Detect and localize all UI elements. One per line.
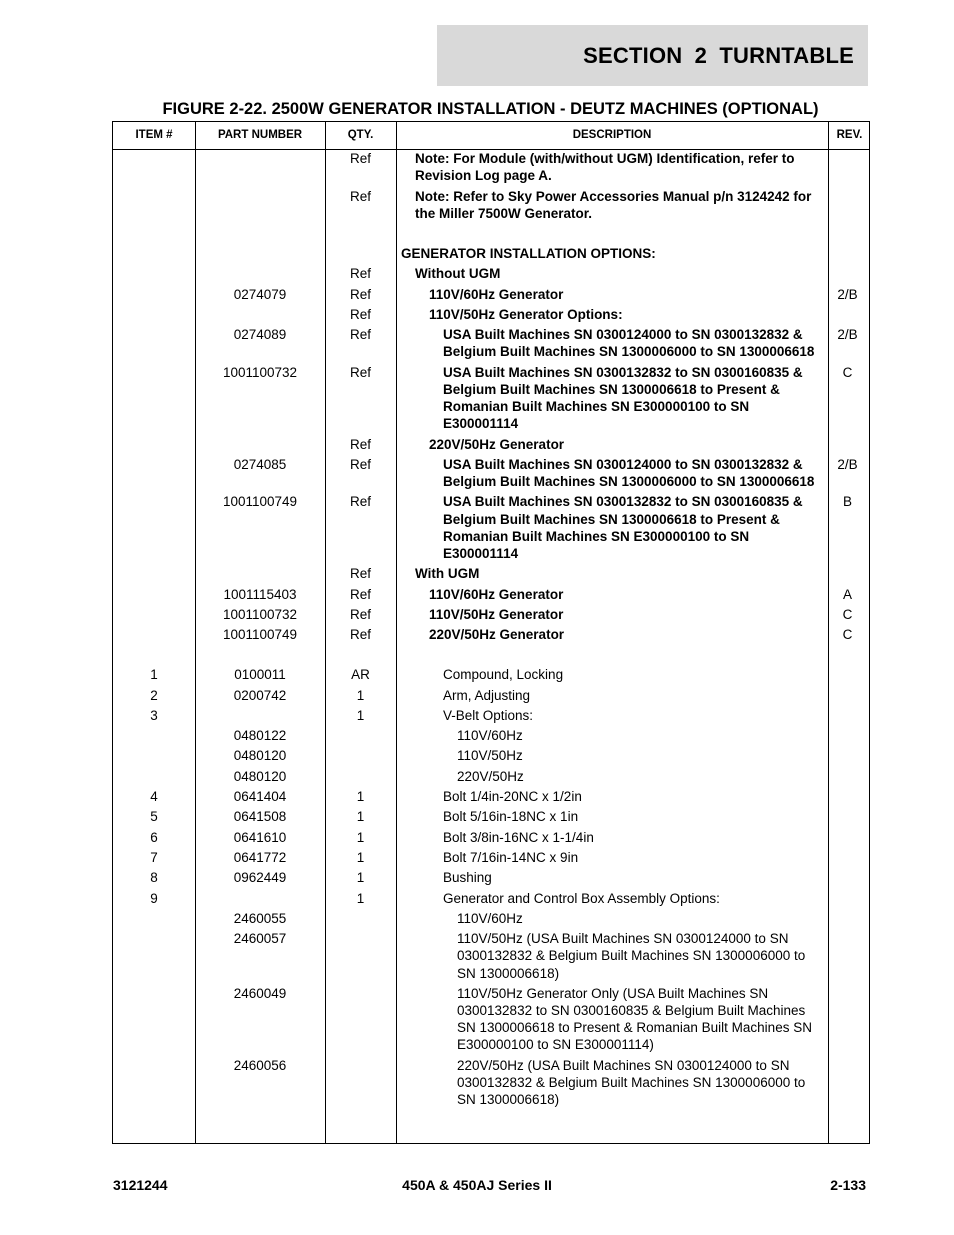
quantity-cell: Ref	[349, 188, 371, 204]
quantity-cell: Ref	[349, 494, 371, 510]
header-item: ITEM #	[135, 129, 173, 141]
description-cell: Bolt 3/8in-16NC x 1-1/4in	[443, 829, 594, 845]
description-cell: 110V/60Hz	[457, 910, 523, 926]
description-cell: 110V/50Hz Generator Options:	[429, 306, 623, 322]
description-cell: Without UGM	[415, 266, 501, 282]
parts-table	[112, 121, 870, 1144]
table-row	[113, 829, 869, 846]
part-number-cell: 2460057	[233, 931, 287, 947]
part-number-cell: 0641772	[233, 849, 287, 865]
item-number-cell: 1	[150, 667, 158, 683]
revision-cell: A	[842, 586, 852, 602]
part-number-cell: 0641610	[233, 829, 287, 845]
description-cell: 110V/50Hz Generator	[429, 606, 564, 622]
table-row	[113, 707, 869, 724]
part-number-cell: 0274079	[233, 286, 287, 302]
table-row	[113, 768, 869, 785]
table-row	[113, 326, 869, 360]
table-row	[113, 849, 869, 866]
revision-cell: C	[842, 364, 853, 380]
quantity-cell: 1	[356, 870, 365, 886]
table-row	[113, 188, 869, 222]
quantity-cell: Ref	[349, 364, 371, 380]
part-number-cell: 2460055	[233, 910, 287, 926]
table-row	[113, 286, 869, 303]
part-number-cell: 1001100749	[222, 494, 298, 510]
part-number-cell: 0480120	[233, 748, 287, 764]
description-cell: 110V/50Hz	[457, 748, 523, 764]
table-row	[113, 150, 869, 184]
description-cell: 220V/50Hz (USA Built Machines SN 0300124000 to SN 0300132832 & Belgium Built Machines SN 1300006000 to SN 1300006618)	[457, 1057, 806, 1108]
item-number-cell: 2	[150, 687, 158, 703]
quantity-cell: Ref	[349, 566, 371, 582]
description-cell: Arm, Adjusting	[443, 687, 531, 703]
description-cell: 110V/60Hz	[457, 728, 523, 744]
part-number-cell: 0641508	[233, 809, 287, 825]
table-row	[113, 666, 869, 683]
quantity-cell: Ref	[349, 306, 371, 322]
table-row	[113, 930, 869, 982]
description-cell: 110V/50Hz (USA Built Machines SN 0300124000 to SN 0300132832 & Belgium Built Machines SN 1300006000 to SN 1300006618)	[457, 931, 806, 981]
header-description: DESCRIPTION	[572, 129, 652, 141]
quantity-cell: Ref	[349, 151, 371, 166]
table-row	[113, 565, 869, 582]
description-cell: 110V/60Hz Generator	[429, 286, 564, 302]
table-body	[113, 149, 869, 1111]
item-number-cell: 6	[150, 829, 158, 845]
quantity-cell: 1	[356, 789, 365, 805]
revision-cell: 2/B	[837, 286, 858, 302]
table-row	[113, 436, 869, 453]
table-row	[113, 265, 869, 282]
quantity-cell: AR	[351, 667, 370, 683]
table-row	[113, 493, 869, 562]
item-number-cell: 5	[150, 809, 158, 825]
item-number-cell: 3	[150, 707, 158, 723]
item-number-cell: 9	[150, 890, 158, 906]
description-cell: USA Built Machines SN 0300124000 to SN 0300132832 & Belgium Built Machines SN 1300006000 to SN 1300006618	[443, 456, 815, 489]
table-row	[113, 910, 869, 927]
part-number-cell: 0480120	[233, 768, 287, 784]
item-number-cell: 4	[150, 789, 158, 805]
description-cell: Note: Refer to Sky Power Accessories Manual p/n 3124242 for the Miller 7500W Generator.	[415, 188, 812, 221]
table-row	[113, 456, 869, 490]
revision-cell: B	[842, 494, 852, 510]
part-number-cell: 0641404	[233, 789, 287, 805]
table-row	[113, 1057, 869, 1109]
quantity-cell: Ref	[349, 456, 371, 472]
part-number-cell: 0274085	[233, 456, 287, 472]
revision-cell: 2/B	[837, 327, 858, 343]
part-number-cell: 0100011	[234, 667, 286, 683]
part-number-cell: 2460056	[233, 1057, 287, 1073]
table-row	[113, 869, 869, 886]
description-cell: 110V/50Hz Generator Only (USA Built Machines SN 0300132832 to SN 0300160835 & Belgium Built Machines SN 1300006618 to Present & Romanian Built Machines SN E300000100 to SN E300001114)	[457, 985, 812, 1053]
table-row	[113, 586, 869, 603]
quantity-cell: 1	[356, 829, 365, 845]
item-number-cell: 8	[150, 870, 158, 886]
description-cell: V-Belt Options:	[443, 707, 534, 723]
table-row	[113, 626, 869, 643]
quantity-cell: Ref	[349, 286, 371, 302]
header-rev: REV.	[836, 129, 863, 141]
table-row	[113, 788, 869, 805]
revision-cell: 2/B	[837, 456, 858, 472]
description-cell: Bolt 7/16in-14NC x 9in	[443, 849, 579, 865]
description-cell: Bushing	[443, 870, 492, 886]
part-number-cell: 1001115403	[223, 586, 297, 602]
description-cell: USA Built Machines SN 0300124000 to SN 0300132832 & Belgium Built Machines SN 1300006000 to SN 1300006618	[443, 327, 815, 360]
item-number-cell: 7	[150, 849, 158, 865]
description-cell: Generator and Control Box Assembly Options:	[443, 890, 720, 906]
part-number-cell: 0962449	[233, 870, 287, 886]
quantity-cell: Ref	[349, 606, 371, 622]
table-row	[113, 727, 869, 744]
header-qty: QTY.	[347, 129, 374, 141]
footer-doc-number: 3121244	[113, 1177, 168, 1193]
part-number-cell: 0200742	[233, 687, 287, 703]
figure-title: FIGURE 2-22. 2500W GENERATOR INSTALLATION - DEUTZ MACHINES (OPTIONAL)	[162, 100, 819, 118]
table-row	[113, 808, 869, 825]
quantity-cell: Ref	[349, 266, 371, 282]
part-number-cell: 1001100732	[222, 364, 298, 380]
table-row	[113, 606, 869, 623]
part-number-cell: 1001100749	[222, 627, 298, 643]
description-cell: 110V/60Hz Generator	[429, 586, 564, 602]
description-cell: GENERATOR INSTALLATION OPTIONS:	[401, 245, 656, 261]
part-number-cell: 0274089	[233, 327, 287, 343]
table-row	[113, 364, 869, 433]
description-cell: Note: For Module (with/without UGM) Identification, refer to Revision Log page A.	[415, 151, 795, 184]
table-row	[113, 985, 869, 1054]
part-number-cell: 2460049	[233, 985, 287, 1001]
quantity-cell: Ref	[349, 327, 371, 343]
quantity-cell: Ref	[349, 586, 371, 602]
description-cell: 220V/50Hz Generator	[429, 627, 565, 643]
header-part-number: PART NUMBER	[217, 129, 303, 141]
quantity-cell: 1	[356, 809, 365, 825]
description-cell: Compound, Locking	[443, 667, 564, 683]
table-row	[113, 687, 869, 704]
description-cell: USA Built Machines SN 0300132832 to SN 0300160835 & Belgium Built Machines SN 1300006618 to Present & Romanian Built Machines SN E300000100 to SN E300001114	[443, 364, 803, 432]
part-number-cell: 0480122	[233, 728, 287, 744]
part-number-cell: 1001100732	[222, 606, 298, 622]
description-cell: Bolt 1/4in-20NC x 1/2in	[443, 789, 582, 805]
table-row	[113, 890, 869, 907]
quantity-cell: 1	[356, 890, 365, 906]
quantity-cell: Ref	[349, 627, 371, 643]
section-title: SECTION 2 TURNTABLE	[583, 42, 854, 68]
table-row	[113, 306, 869, 323]
table-row	[113, 747, 869, 764]
section-header-box	[437, 25, 868, 86]
quantity-cell: 1	[356, 687, 365, 703]
description-cell: 220V/50Hz	[457, 768, 524, 784]
description-cell: USA Built Machines SN 0300132832 to SN 0300160835 & Belgium Built Machines SN 1300006618 to Present & Romanian Built Machines SN E300000100 to SN E300001114	[443, 494, 803, 561]
quantity-cell: 1	[356, 849, 365, 865]
description-cell: 220V/50Hz Generator	[429, 436, 565, 452]
quantity-cell: Ref	[349, 436, 371, 452]
description-cell: With UGM	[415, 566, 480, 582]
footer-page-number: 2-133	[830, 1177, 866, 1193]
quantity-cell: 1	[356, 707, 365, 723]
revision-cell: C	[842, 606, 853, 622]
footer-model: 450A & 450AJ Series II	[402, 1177, 552, 1193]
description-cell: Bolt 5/16in-18NC x 1in	[443, 809, 579, 825]
table-row	[113, 245, 869, 262]
revision-cell: C	[842, 627, 853, 643]
